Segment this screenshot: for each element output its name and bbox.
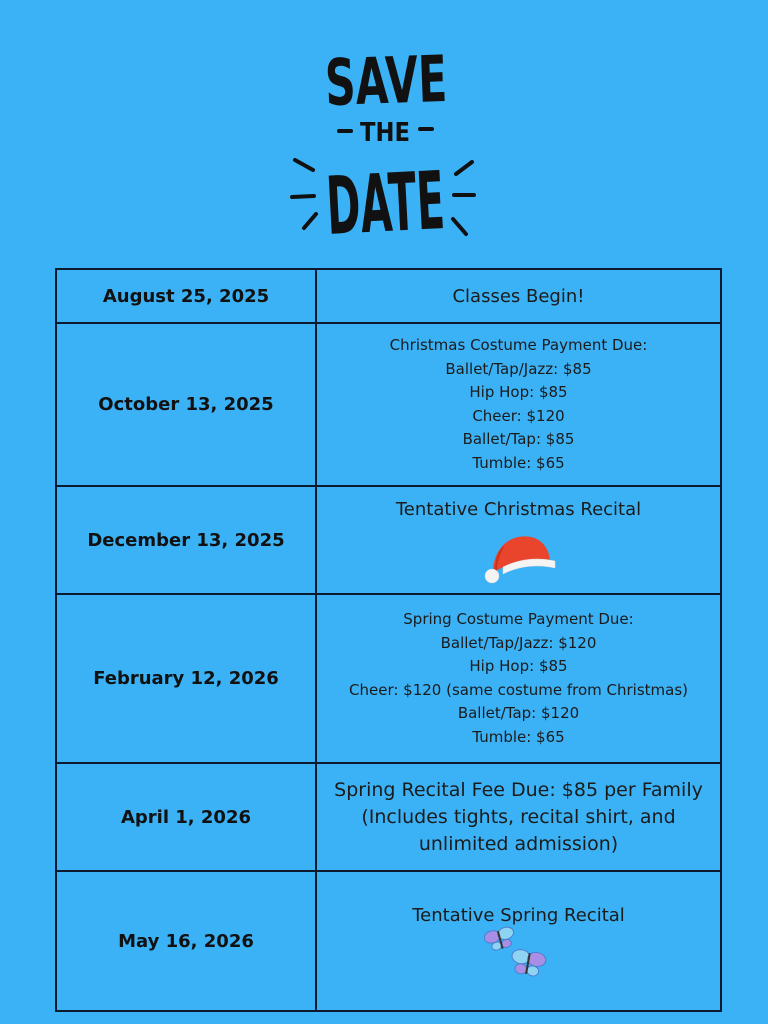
sparkle-left-icon — [292, 160, 316, 228]
date-cell: May 16, 2026 — [56, 871, 316, 1011]
price-line: Cheer: $120 (same costume from Christmas) — [349, 680, 688, 699]
save-the-date-title — [0, 0, 768, 260]
price-line: Cheer: $120 — [472, 406, 565, 425]
title-dash-right — [418, 127, 434, 131]
event-heading: Spring Recital Fee Due: $85 per Family (Includes tights, recital shirt, and unlimited admission) — [334, 778, 703, 855]
price-line: Tumble: $65 — [472, 453, 565, 472]
date-cell: December 13, 2025 — [56, 486, 316, 594]
event-heading: Spring Costume Payment Due: — [403, 610, 634, 628]
price-line: Ballet/Tap: $120 — [457, 704, 580, 722]
table-row — [56, 763, 721, 871]
event-cell — [316, 486, 721, 594]
table-row — [56, 269, 721, 323]
event-heading: Tentative Spring Recital — [412, 904, 625, 926]
event-cell — [316, 871, 721, 1011]
table-row — [56, 323, 721, 486]
price-line: Tumble: $65 — [472, 727, 565, 746]
price-line: Ballet/Tap/Jazz: $120 — [440, 633, 597, 652]
table-row — [56, 871, 721, 1011]
price-line: Hip Hop: $85 — [469, 383, 568, 401]
date-cell: February 12, 2026 — [56, 594, 316, 763]
title-date: DATE — [324, 148, 560, 254]
date-cell: October 13, 2025 — [56, 323, 316, 486]
butterflies-icon — [484, 925, 554, 981]
event-cell — [316, 763, 721, 871]
schedule-table — [55, 268, 722, 1012]
event-cell — [316, 323, 721, 486]
price-line: Hip Hop: $85 — [469, 657, 568, 675]
sparkle-right-icon — [453, 162, 474, 234]
date-cell: August 25, 2025 — [56, 269, 316, 323]
table-row — [56, 486, 721, 594]
price-line: Ballet/Tap/Jazz: $85 — [445, 359, 592, 378]
event-heading: Christmas Costume Payment Due: — [389, 336, 648, 354]
title-save: SAVE — [323, 40, 511, 122]
event-cell — [316, 594, 721, 763]
title-dash-left — [337, 129, 353, 133]
price-line: Ballet/Tap: $85 — [462, 430, 575, 448]
event-heading: Tentative Christmas Recital — [395, 498, 642, 520]
date-cell: April 1, 2026 — [56, 763, 316, 871]
santa-hat-icon — [481, 527, 557, 585]
event-cell: Classes Begin! — [316, 269, 721, 323]
title-the: THE — [360, 118, 410, 148]
table-row — [56, 594, 721, 763]
